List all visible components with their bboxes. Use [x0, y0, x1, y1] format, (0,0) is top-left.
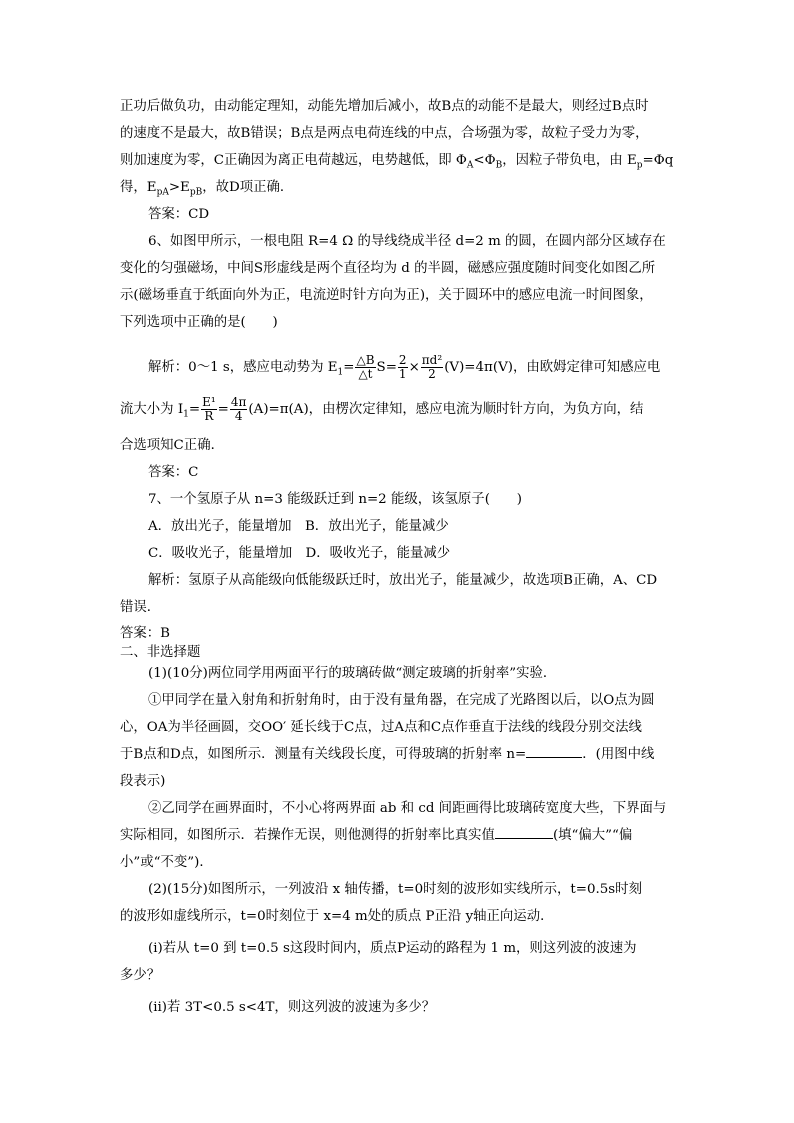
text-span: (填“偏大”“偏 — [552, 828, 633, 843]
question-6-line: 下列选项中正确的是( ) — [120, 315, 278, 330]
fraction-denominator: 2 — [428, 367, 436, 381]
answer-line: 答案：C — [148, 465, 199, 480]
question-1b-line: ②乙同学在画界面时，不小心将两界面 ab 和 cd 间距画得比玻璃砖宽度大些，下界面与 — [148, 801, 667, 816]
solution-6-line — [148, 351, 708, 385]
question-1a-line — [120, 745, 680, 765]
fraction-numerator: πd² — [421, 353, 443, 367]
text-span: × — [408, 360, 420, 375]
fraction-numerator: 2 — [398, 353, 407, 367]
question-6-line: 变化的匀强磁场，中间S形虚线是两个直径均为 d 的半圆，磁感应强度随时间变化如图乙所 — [120, 261, 656, 276]
question-2ii-line: (ⅱ)若 3T<0.5 s<4T，则这列波的波速为多少？ — [148, 1000, 436, 1015]
text-span: >E — [168, 180, 190, 195]
question-7-line: 7、一个氢原子从 n=3 能级跃迁到 n=2 能级，该氢原子( ) — [148, 492, 522, 507]
question-7-options: A．放出光子，能量增加 B．放出光子，能量减少 — [148, 519, 449, 534]
subscript: B — [495, 160, 503, 171]
answer-line: 答案：B — [120, 626, 171, 641]
answer-line: 答案：CD — [148, 207, 210, 222]
subscript: A — [466, 160, 474, 171]
solution-7-line: 解析：氢原子从高能级向低能级跃迁时，放出光子，能量减少，故选项B正确，A、CD — [148, 573, 658, 588]
question-2i-line: (ⅰ)若从 t=0 到 t=0.5 s这段时间内，质点P运动的路程为 1 m，则这列波的波速为 — [148, 941, 637, 956]
text-span: = — [217, 402, 229, 417]
answer-blank — [526, 757, 582, 758]
subscript: pB — [189, 187, 203, 198]
text-span: 则加速度为零，C正确因为离正电荷越远，电势越低，即 Φ — [120, 153, 467, 168]
text-span: = — [188, 402, 201, 417]
question-7-options: C．吸收光子，能量增加 D．吸收光子，能量减少 — [148, 546, 451, 561]
question-1a-line: 段表示) — [120, 774, 166, 789]
fraction-denominator: 1 — [398, 367, 407, 381]
text-span: <Φ — [473, 153, 496, 168]
subscript: p — [636, 160, 643, 171]
question-2i-line: 多少？ — [120, 968, 161, 983]
text-line: 正功后做负功，由动能定理知，动能先增加后减小，故B点的动能不是最大，则经过B点时 — [120, 99, 649, 114]
answer-blank — [495, 838, 553, 839]
subscript: 1 — [337, 367, 344, 378]
fraction-numerator: 4π — [230, 395, 247, 409]
text-span: = — [343, 360, 355, 375]
fraction-numerator: E¹ — [202, 395, 216, 409]
question-1-title: (1)(10分)两位同学用两面平行的玻璃砖做“测定玻璃的折射率”实验． — [148, 666, 557, 681]
question-6-line: 示(磁场垂直于纸面向外为正，电流逆时针方向为正)，关于圆环中的感应电流一时间图象， — [120, 288, 653, 303]
fraction — [421, 354, 443, 381]
fraction-denominator: △t — [358, 367, 373, 381]
text-span: 得，E — [120, 180, 157, 195]
text-line: 的速度不是最大，故B错误；B点是两点电荷连线的中点，合场强为零，故粒子受力为零， — [120, 126, 649, 141]
text-span: (A)=π(A)，由楞次定律知，感应电流为顺时针方向，为负方向，结 — [248, 402, 644, 417]
solution-6-line: 合选项知C正确． — [120, 438, 224, 453]
question-1b-line — [120, 826, 680, 846]
section-heading: 二、非选择题 — [120, 645, 201, 660]
fraction — [230, 396, 248, 423]
text-span: ，故D项正确． — [202, 180, 294, 195]
fraction — [201, 396, 217, 423]
question-1a-line: ①甲同学在量入射角和折射角时，由于没有量角器，在完成了光路图以后，以O点为圆 — [148, 693, 655, 708]
fraction-numerator: △B — [356, 353, 375, 367]
fraction — [355, 354, 375, 381]
text-span: 于B点和D点，如图所示．测量有关线段长度，可得玻璃的折射率 n= — [120, 747, 527, 762]
text-span: (V)=4π(V)，由欧姆定律可知感应电 — [444, 360, 661, 375]
question-1b-line: 小”或“不变”)． — [120, 855, 213, 870]
text-span: 解析：0～1 s，感应电动势为 E — [148, 360, 338, 375]
solution-7-line: 错误． — [120, 600, 161, 615]
subscript: 1 — [183, 409, 189, 420]
text-line — [120, 151, 680, 171]
fraction-denominator: R — [204, 409, 214, 423]
text-span: 实际相同，如图所示．若操作无误，则他测得的折射率比真实值 — [120, 828, 495, 843]
text-span: 流大小为 I — [120, 402, 184, 417]
fraction-denominator: 4 — [234, 409, 243, 423]
text-span: S= — [376, 360, 397, 375]
fraction — [398, 354, 408, 381]
subscript: pA — [156, 187, 169, 198]
question-2-line: 的波形如虚线所示，t=0时刻位于 x=4 m处的质点 P正沿 y轴正向运动． — [120, 909, 554, 924]
question-2-line: (2)(15分)如图所示，一列波沿 x 轴传播，t=0时刻的波形如实线所示，t=0.5s时刻 — [148, 882, 642, 897]
solution-6-line — [120, 393, 680, 427]
text-span: ．(用图中线 — [582, 747, 655, 762]
text-span: =Φq — [642, 153, 674, 168]
question-6-line: 6、如图甲所示，一根电阻 R=4 Ω 的导线绕成半径 d=2 m 的圆，在圆内部分区域存在 — [148, 234, 666, 249]
question-1a-line: 心，OA为半径画圆，交OO′ 延长线于C点，过A点和C点作垂直于法线的线段分别交法线 — [120, 720, 642, 735]
text-span: ，因粒子带负电，由 E — [502, 153, 637, 168]
text-line — [120, 178, 680, 198]
